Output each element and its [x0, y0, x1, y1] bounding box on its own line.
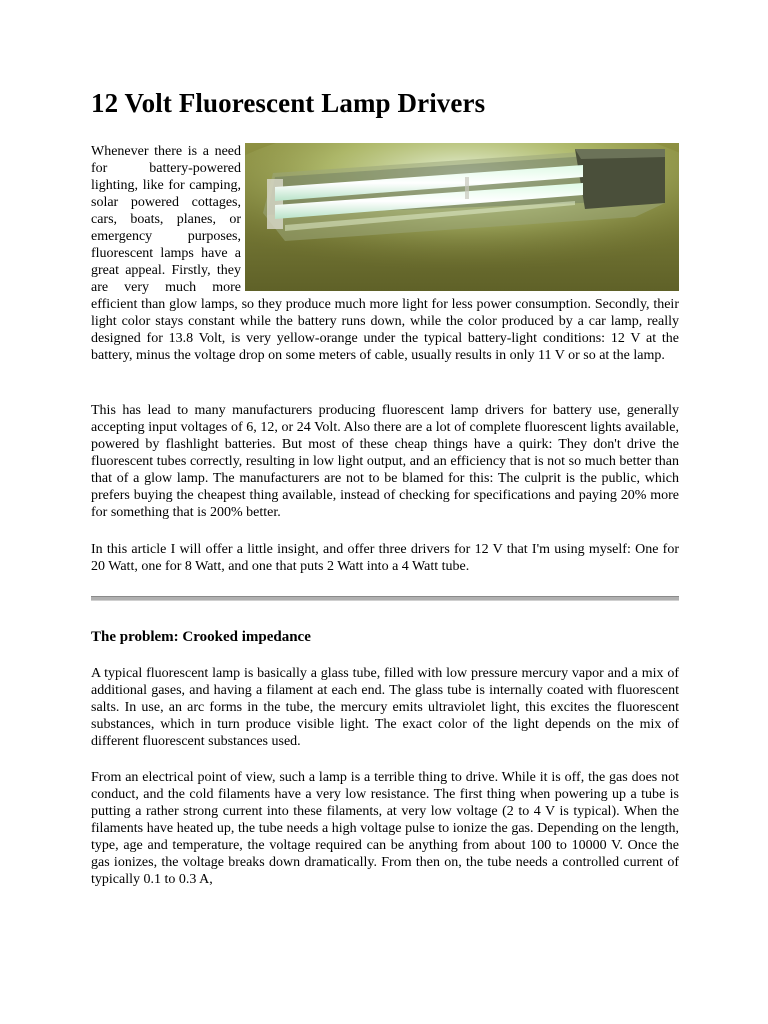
paragraph-block-4 [91, 665, 679, 750]
intro-paragraph: Whenever there is a need for battery-powered lighting, like for camping, solar powered cottages, cars, boats, planes, or emergency purposes, fluorescent lamps have a great appeal. Firstly, they are very much more efficient than glow lamps, so they produce much more light for less power consumption. Secondly, their light color stays constant while the battery runs down, while the color produced by a car lamp, really designed for 13.8 Volt, is very yellow-orange under the typical battery-light conditions: 12 V at the battery, minus the voltage drop on some meters of cable, usually results in only 11 V or so at the lamp. [91, 144, 679, 363]
paragraph-block-2 [91, 402, 679, 521]
paragraph-3: In this article I will offer a little insight, and offer three drivers for 12 V that I'm using myself: One for 20 Watt, one for 8 Watt, and one that puts 2 Watt into a 4 Watt tube. [91, 542, 679, 574]
paragraph-4: A typical fluorescent lamp is basically a glass tube, filled with low pressure mercury vapor and a mix of additional gases, and having a filament at each end. The glass tube is internally coated with fluorescent salts. In use, an arc forms in the tube, the mercury emits ultraviolet light, this excites the fluorescent substances, which in turn produce visible light. The exact color of the light depends on the mix of different fluorescent substances used. [91, 666, 679, 749]
paragraph-block-3 [91, 541, 679, 575]
page-title: 12 Volt Fluorescent Lamp Drivers [91, 88, 486, 118]
paragraph-5: From an electrical point of view, such a lamp is a terrible thing to drive. While it is off, the gas does not conduct, and the cold filaments have a very low resistance. The first thing when powering up a tube is putting a rather strong current into these filaments, at very low voltage (2 to 4 V is typical). When the filaments have heated up, the tube needs a high voltage pulse to ionize the gas. Depending on the length, type, age and temperature, the voltage required can be anything from about 100 to 10000 V. Once the gas ionizes, the voltage breaks down dramatically. From then on, the tube needs a controlled current of typically 0.1 to 0.3 A, [91, 770, 679, 887]
lamp-illustration [245, 143, 679, 291]
intro-block [91, 143, 679, 364]
paragraph-block-5 [91, 769, 679, 888]
paragraph-2: This has lead to many manufacturers producing fluorescent lamp drivers for battery use, generally accepting input voltages of 6, 12, or 24 Volt. Also there are a lot of complete fluorescent lights available, powered by flashlight batteries. But most of these cheap things have a quirk: They don't drive the fluorescent tubes correctly, resulting in low light output, and an efficiency that is not so much better than that of a glow lamp. The manufacturers are not to be blamed for this: The culprit is the public, which prefers buying the cheapest thing available, instead of checking for specifications and paying 20% more for something that is 200% better. [91, 403, 679, 520]
section-divider [91, 596, 679, 601]
fluorescent-lamp-photo [245, 143, 679, 291]
section-heading: The problem: Crooked impedance [91, 629, 311, 645]
